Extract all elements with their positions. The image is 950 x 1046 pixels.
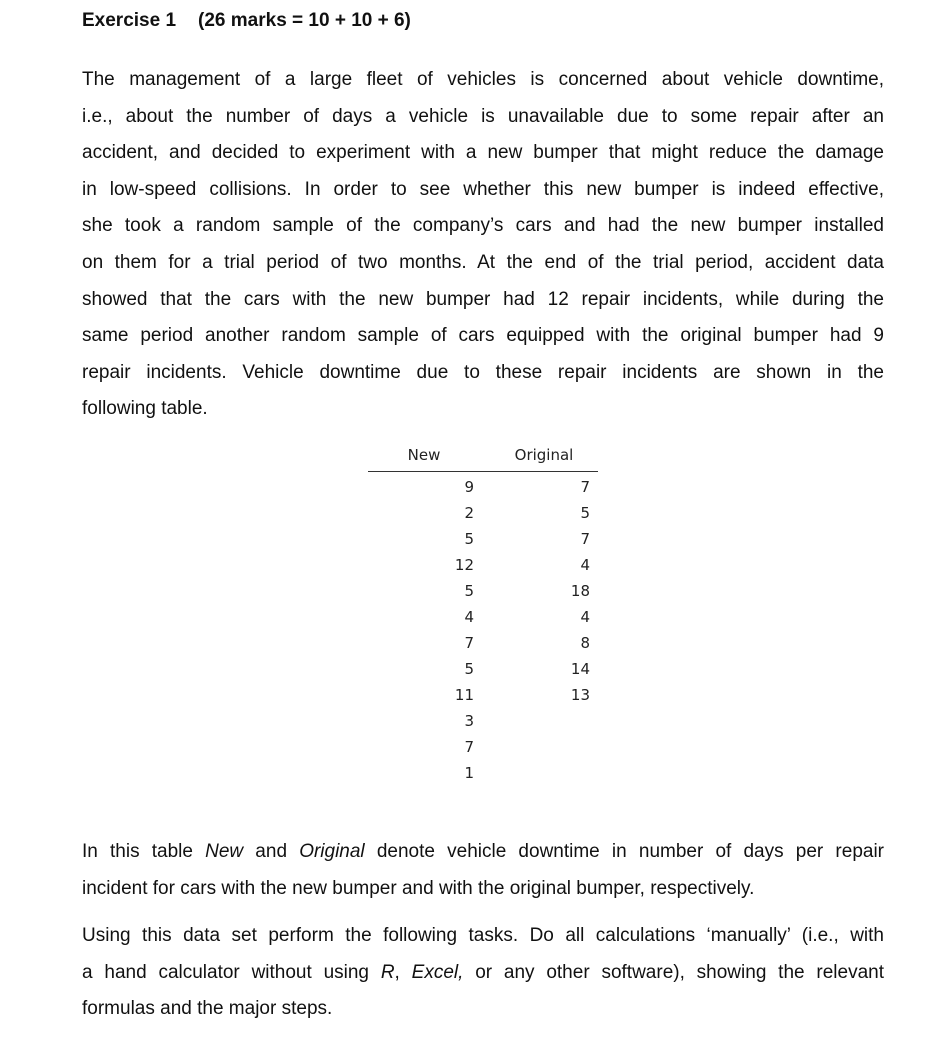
cell-original: 7 bbox=[580, 530, 590, 548]
term-r: R bbox=[380, 961, 395, 983]
cell-original: 13 bbox=[570, 686, 590, 704]
cell-original: 7 bbox=[580, 478, 590, 496]
table-row bbox=[368, 708, 598, 734]
cell-new: 12 bbox=[454, 556, 474, 574]
column-header-new: New bbox=[407, 446, 441, 464]
intro-line: repair incidents. Vehicle downtime due to these repair incidents are shown in the bbox=[82, 361, 884, 383]
cell-new: 5 bbox=[464, 660, 474, 678]
term-excel: Excel, bbox=[411, 961, 464, 983]
text-run: or any other software), showing the relevant bbox=[463, 961, 885, 983]
text-run: , bbox=[394, 961, 412, 983]
definition-paragraph bbox=[82, 834, 884, 907]
cell-original: 4 bbox=[580, 608, 590, 626]
cell-original: 5 bbox=[580, 504, 590, 522]
cell-new: 9 bbox=[464, 478, 474, 496]
intro-line: accident, and decided to experiment with a new bumper that might reduce the damage bbox=[82, 142, 884, 164]
table-row bbox=[368, 552, 598, 578]
exercise-heading bbox=[82, 10, 411, 32]
text-run: a hand calculator without using bbox=[82, 961, 381, 983]
intro-line: same period another random sample of cars equipped with the original bumper had 9 bbox=[82, 325, 884, 347]
cell-new: 1 bbox=[464, 764, 474, 782]
exercise-title: Exercise 1 bbox=[82, 10, 177, 31]
cell-new: 7 bbox=[464, 738, 474, 756]
definition-line bbox=[82, 834, 884, 871]
cell-original bbox=[474, 760, 590, 786]
cell-original: 14 bbox=[570, 660, 590, 678]
cell-new: 2 bbox=[464, 504, 474, 522]
table-row bbox=[368, 474, 598, 500]
instructions-line: Using this data set perform the following tasks. Do all calculations ‘manually’ (i.e., with bbox=[82, 925, 884, 946]
table-row bbox=[368, 656, 598, 682]
cell-new: 11 bbox=[454, 686, 474, 704]
intro-line: on them for a trial period of two months. At the end of the trial period, accident data bbox=[82, 251, 884, 273]
cell-new: 7 bbox=[464, 634, 474, 652]
table-row bbox=[368, 500, 598, 526]
intro-paragraph bbox=[82, 62, 884, 428]
intro-line: i.e., about the number of days a vehicle is unavailable due to some repair after an bbox=[82, 105, 884, 127]
cell-original: 4 bbox=[580, 556, 590, 574]
table-header bbox=[368, 446, 598, 472]
cell-new: 5 bbox=[464, 582, 474, 600]
table-row bbox=[368, 682, 598, 708]
cell-original: 8 bbox=[580, 634, 590, 652]
intro-line: she took a random sample of the company’s cars and had the new bumper installed bbox=[82, 215, 884, 237]
table-row bbox=[368, 760, 598, 786]
cell-original: 18 bbox=[570, 582, 590, 600]
table-row bbox=[368, 734, 598, 760]
column-header-original: Original bbox=[514, 446, 574, 464]
table-row bbox=[368, 578, 598, 604]
downtime-table bbox=[368, 446, 598, 786]
text-run: and bbox=[243, 841, 300, 862]
instructions-line: formulas and the major steps. bbox=[82, 998, 333, 1020]
table-row bbox=[368, 526, 598, 552]
cell-new: 4 bbox=[464, 608, 474, 626]
table-row bbox=[368, 604, 598, 630]
intro-line: The management of a large fleet of vehicles is concerned about vehicle downtime, bbox=[82, 69, 884, 90]
cell-original bbox=[474, 734, 590, 760]
intro-line: showed that the cars with the new bumper had 12 repair incidents, while during the bbox=[82, 288, 884, 310]
cell-original bbox=[474, 708, 590, 734]
term-original: Original bbox=[299, 841, 365, 862]
term-new: New bbox=[205, 841, 244, 862]
cell-new: 3 bbox=[464, 712, 474, 730]
cell-new: 5 bbox=[464, 530, 474, 548]
text-run: denote vehicle downtime in number of days per repair bbox=[364, 841, 884, 862]
instructions-line bbox=[82, 955, 884, 992]
intro-line: in low-speed collisions. In order to see whether this new bumper is indeed effective, bbox=[82, 178, 884, 200]
intro-line: following table. bbox=[82, 398, 208, 420]
table-row bbox=[368, 630, 598, 656]
exercise-marks: (26 marks = 10 + 10 + 6) bbox=[198, 10, 411, 31]
definition-line: incident for cars with the new bumper and with the original bumper, respectively. bbox=[82, 877, 755, 899]
instructions-paragraph bbox=[82, 918, 884, 1028]
text-run: In this table bbox=[82, 841, 206, 862]
